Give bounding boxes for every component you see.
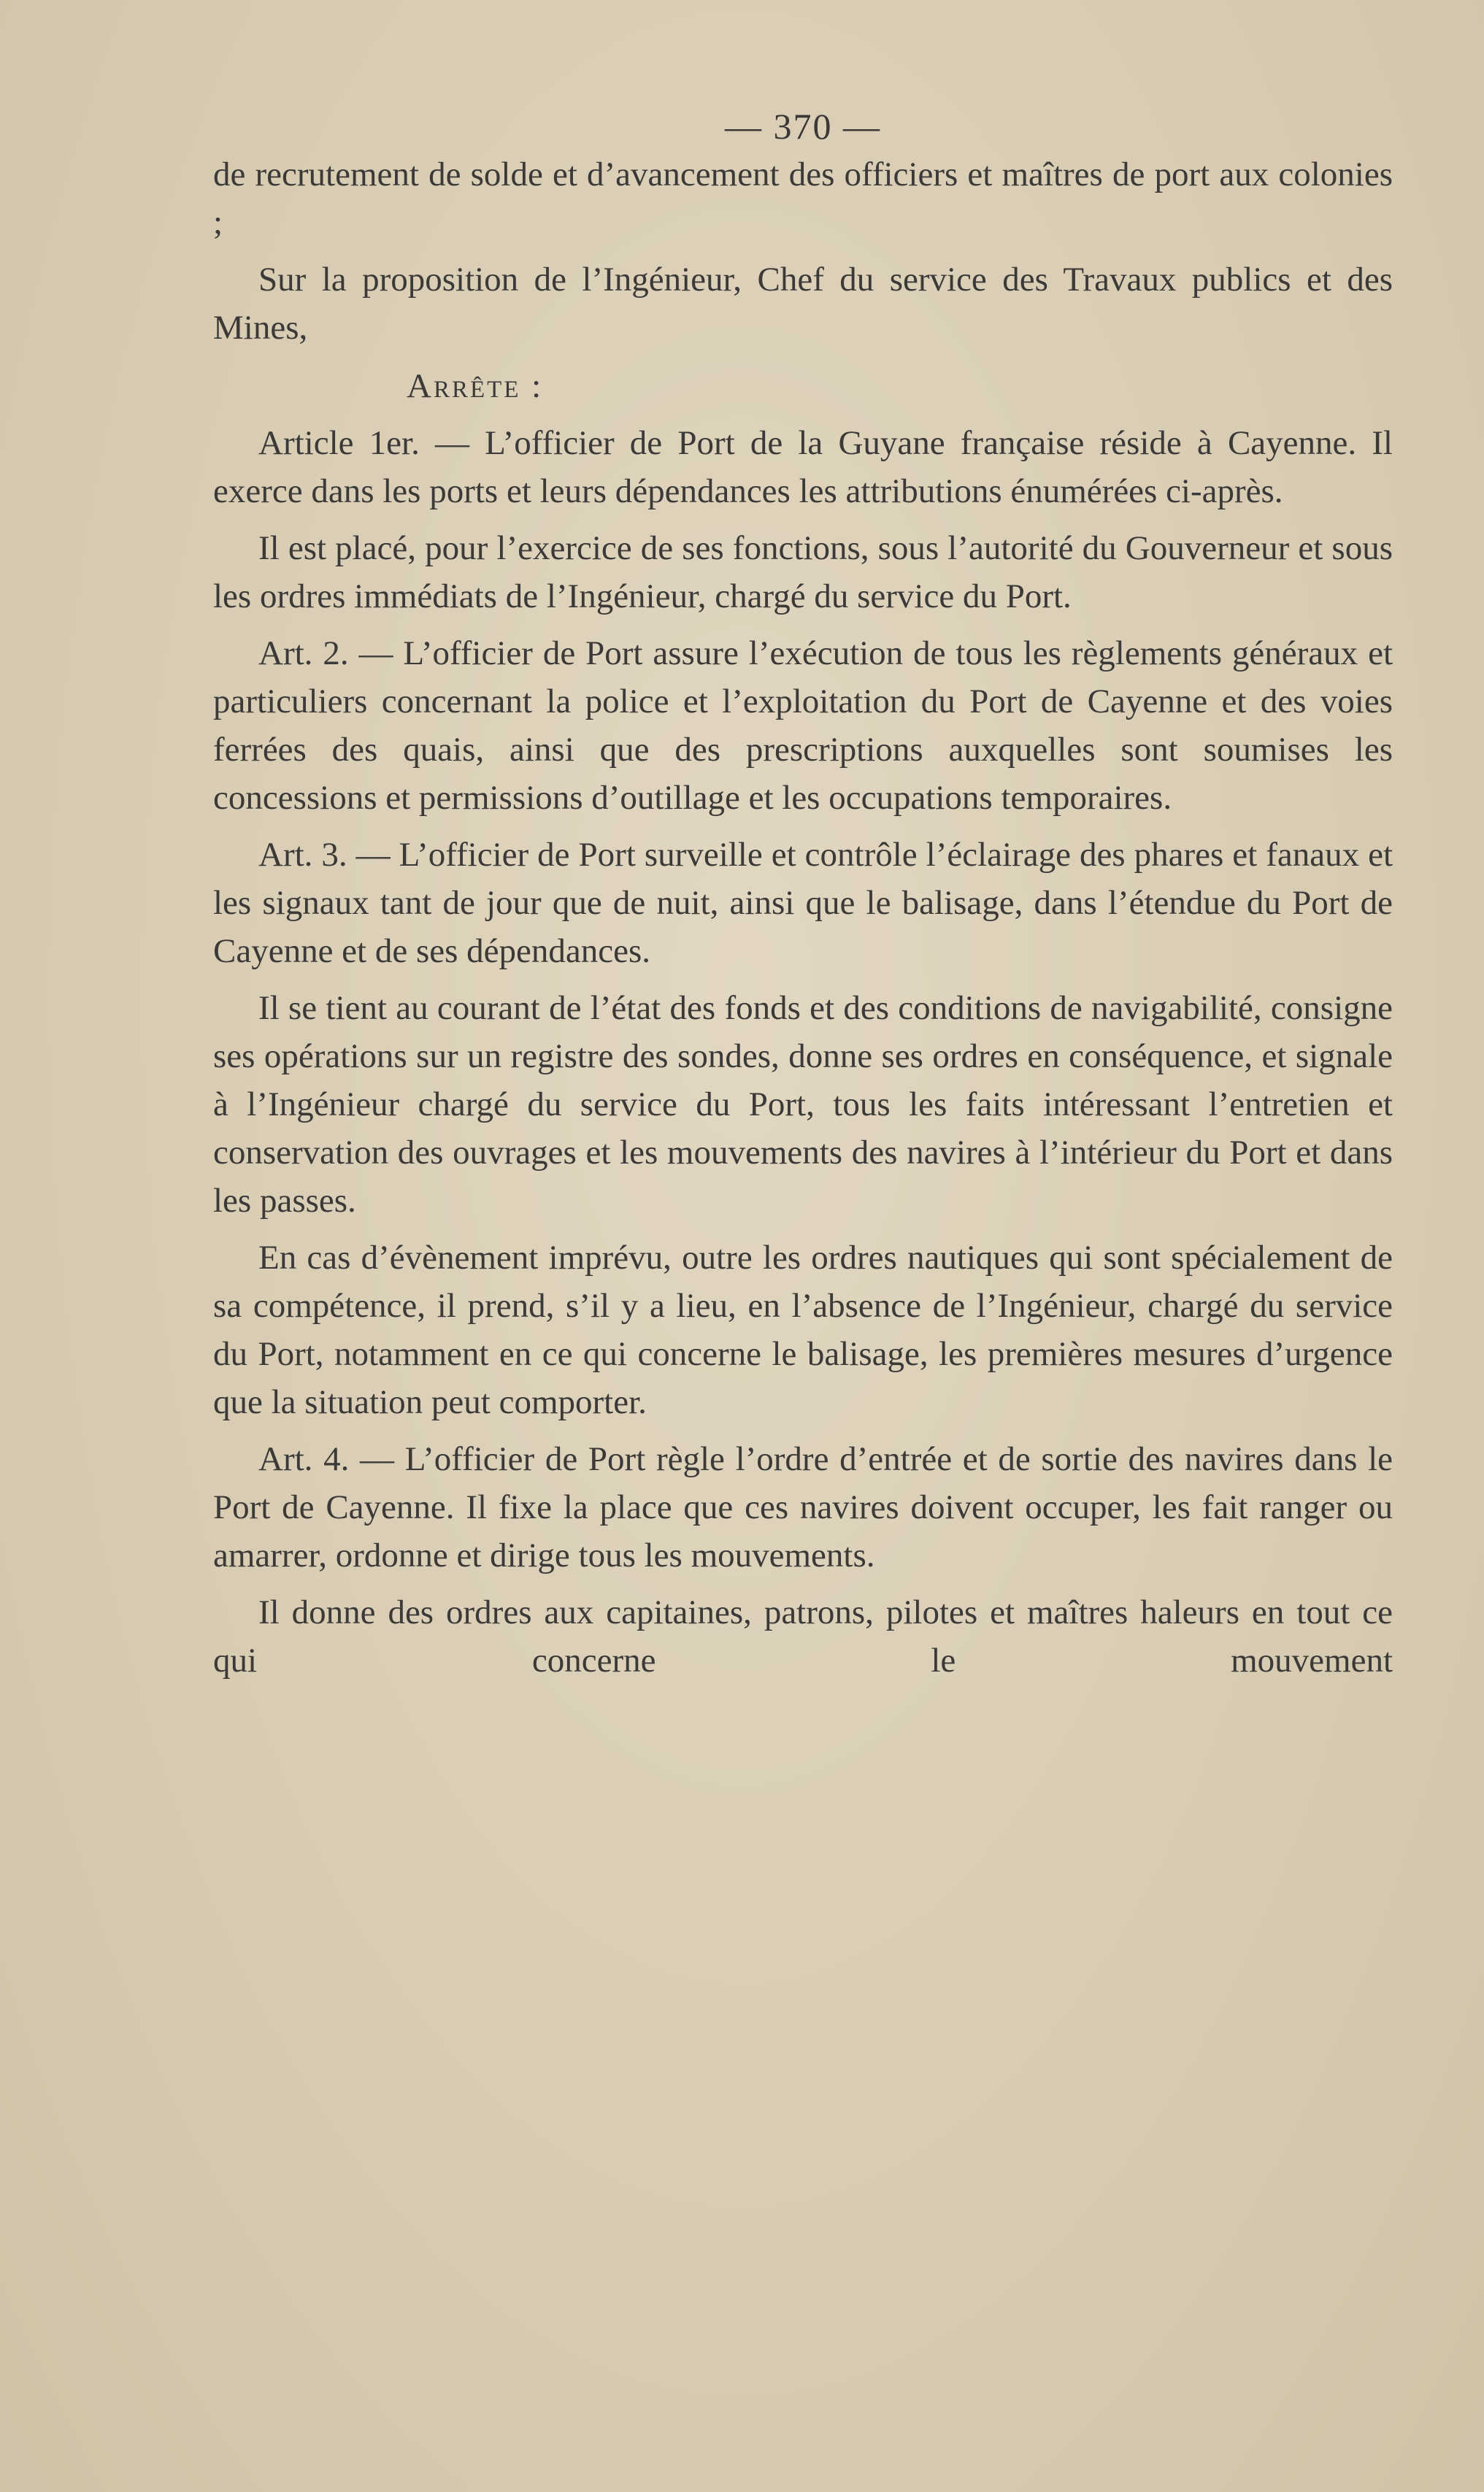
paragraph-article-4: Art. 4. — L’officier de Port règle l’ordre d’entrée et de sortie des navires dans le Port de Cayenne. Il fixe la place que ces navires doivent occuper, les fait ranger ou amarrer, ordonne et dirige tous les mouvements. (213, 1440, 1393, 1574)
document-body (213, 102, 1393, 1685)
arrete-heading: Arrête : (407, 367, 544, 405)
paragraph-proposition: Sur la proposition de l’Ingénieur, Chef du service des Travaux publics et des Mines, (213, 261, 1393, 347)
paragraph-article-3-navigability: Il se tient au courant de l’état des fonds et des conditions de navigabilité, consigne ses opérations sur un registre des sondes, donne ses ordres en conséquence, et signale à l’Ingénieur chargé du service du Port, tous les faits intéressant l’entretien et conservation des ouvrages et les mouvements des navires à l’intérieur du Port et dans les passes. (213, 989, 1393, 1220)
paragraph-article-1: Article 1er. — L’officier de Port de la Guyane française réside à Cayenne. Il exerce dans les ports et leurs dépendances les attributions énumérées ci-après. (213, 424, 1393, 510)
paragraph-article-3-emergency: En cas d’évènement imprévu, outre les ordres nautiques qui sont spécialement de sa compétence, il prend, s’il y a lieu, en l’absence de l’Ingénieur, chargé du service du Port, notamment en ce qui concerne le balisage, les premières mesures d’urgence que la situation peut comporter. (213, 1239, 1393, 1421)
paragraph-article-4-orders: Il donne des ordres aux capitaines, patrons, pilotes et maîtres haleurs en tout ce qui concerne le mouvement (213, 1593, 1393, 1680)
paragraph-article-2: Art. 2. — L’officier de Port assure l’exécution de tous les règlements généraux et particuliers concernant la police et l’exploitation du Port de Cayenne et des voies ferrées des quais, ainsi que des prescriptions auxquelles sont soumises les concessions et permissions d’outillage et les occupations temporaires. (213, 634, 1393, 817)
paragraph-article-3: Art. 3. — L’officier de Port surveille et contrôle l’éclairage des phares et fanaux et les signaux tant de jour que de nuit, ainsi que le balisage, dans l’étendue du Port de Cayenne et de ses dépendances. (213, 836, 1393, 970)
page-number: — 370 — (725, 106, 881, 147)
paragraph-intro: de recrutement de solde et d’avancement des officiers et maîtres de port aux colonies ; (213, 155, 1393, 242)
paragraph-article-1-placement: Il est placé, pour l’exercice de ses fonctions, sous l’autorité du Gouverneur et sous les ordres immédiats de l’Ingénieur, chargé du service du Port. (213, 529, 1393, 615)
